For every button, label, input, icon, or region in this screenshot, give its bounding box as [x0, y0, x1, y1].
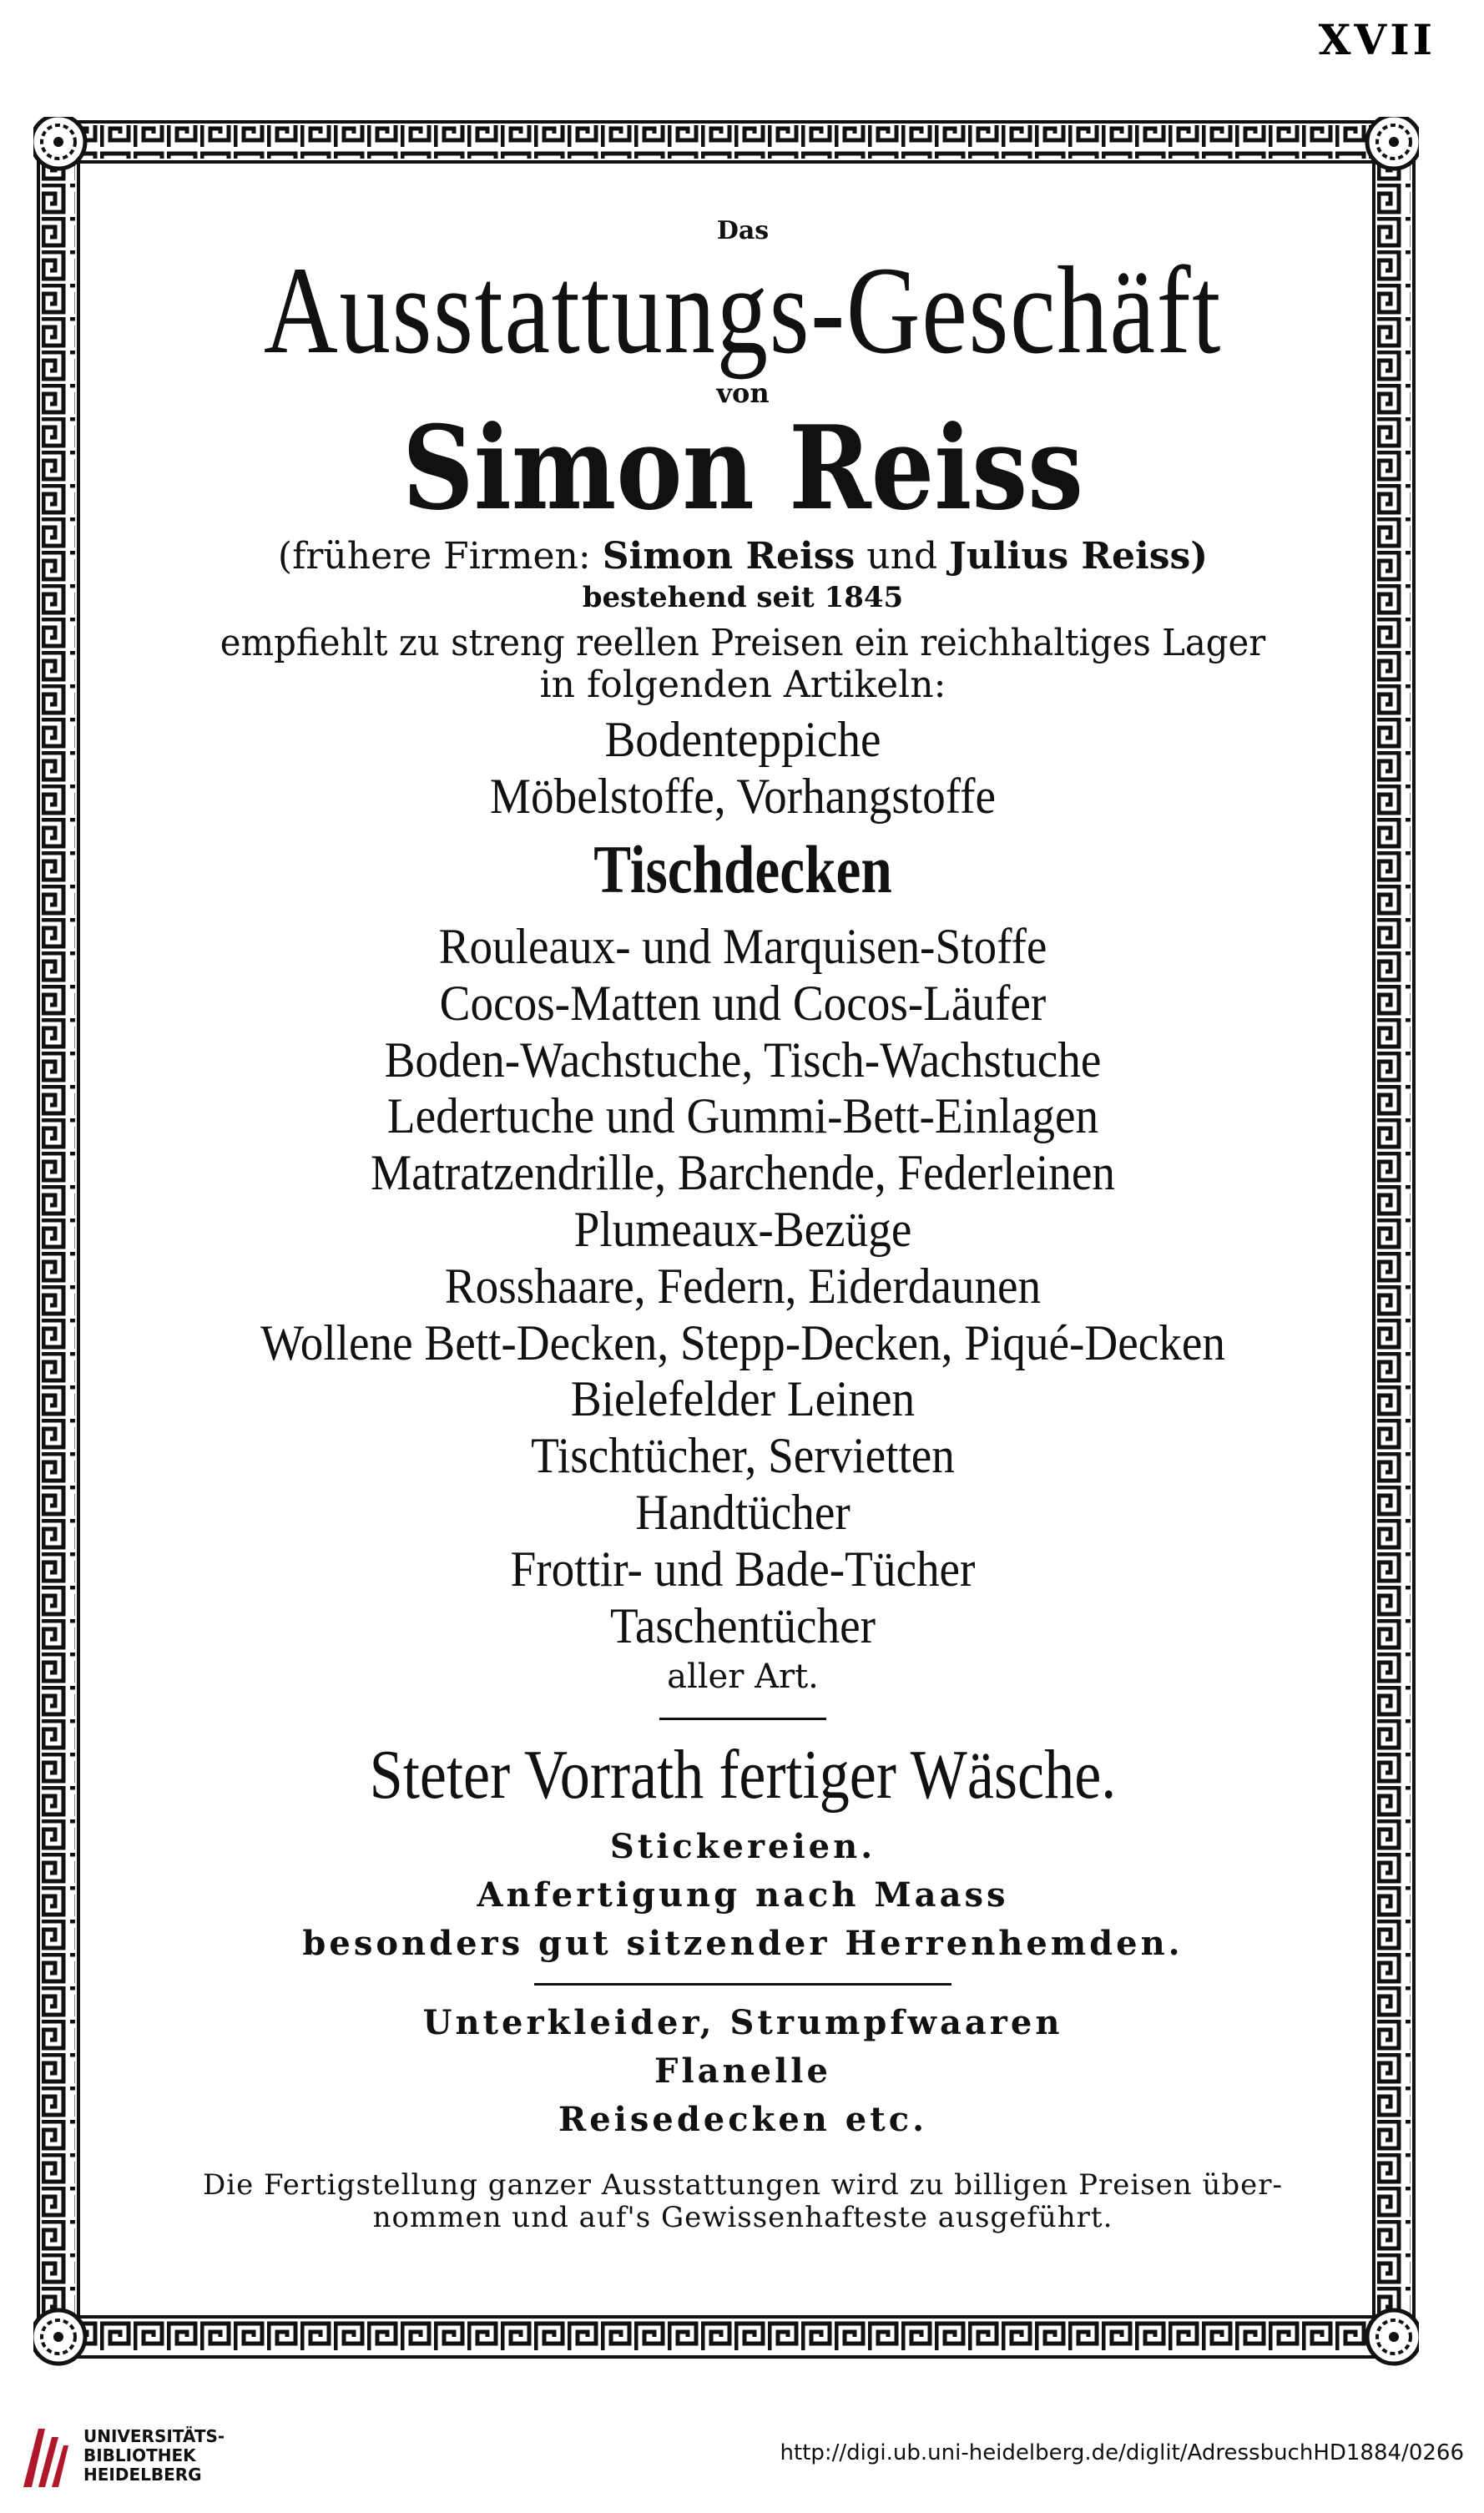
shop-title: Ausstattungs-Geschäft	[263, 240, 1223, 380]
former-firms	[125, 536, 1360, 578]
service-line: Anfertigung nach Maass	[477, 1875, 1009, 1915]
former-prefix: (frühere Firmen:	[277, 535, 591, 578]
corner-rosette-icon	[1367, 117, 1419, 169]
former-und: und	[866, 535, 938, 578]
featured-item: Tischdecken	[593, 830, 892, 907]
ad-von: von	[716, 376, 770, 409]
list-item: Wollene Bett-Decken, Stepp-Decken, Piqué-Decken	[260, 1315, 1225, 1370]
divider	[659, 1718, 826, 1720]
list-item: Ledertuche und Gummi-Bett-Einlagen	[386, 1088, 1099, 1144]
list-item: Frottir- und Bade-Tücher	[510, 1541, 976, 1597]
list-item: Bielefelder Leinen	[570, 1371, 916, 1427]
services-block-1	[125, 1823, 1360, 1968]
service-line: besonders gut sitzender Herrenhemden.	[302, 1923, 1184, 1963]
aller-art: aller Art.	[667, 1658, 819, 1697]
list-item: Matratzendrille, Barchende, Federleinen	[371, 1145, 1115, 1201]
intro-line-2: in folgenden Artikeln:	[539, 664, 946, 707]
corner-rosette-icon	[1367, 2310, 1419, 2364]
former-firm-1: Simon Reiss	[602, 535, 856, 578]
service-line: Stickereien.	[609, 1826, 876, 1866]
library-logo-icon	[15, 2420, 73, 2495]
advertisement	[125, 217, 1360, 2234]
library-footer	[0, 2404, 1484, 2513]
footer-line-2: nommen und auf's Gewissenhafteste ausgeführt.	[372, 2200, 1113, 2234]
list-item: Handtücher	[635, 1485, 851, 1541]
services-block-2	[125, 1999, 1360, 2144]
library-name-line: HEIDELBERG	[83, 2465, 202, 2485]
stock-headline: Steter Vorrath fertiger Wäsche.	[369, 1736, 1117, 1814]
service-line: Reisedecken etc.	[558, 2099, 927, 2139]
page-number: XVII	[1318, 15, 1436, 64]
intro-line-1: empfiehlt zu streng reellen Preisen ein reichhaltiges Lager	[220, 621, 1266, 664]
list-item: Rosshaare, Federn, Eiderdaunen	[444, 1258, 1042, 1314]
library-name-line: BIBLIOTHEK	[83, 2445, 196, 2465]
list-item: Bodenteppiche	[604, 712, 881, 768]
list-item: Boden-Wachstuche, Tisch-Wachstuche	[384, 1032, 1102, 1087]
list-item: Rouleaux- und Marquisen-Stoffe	[438, 919, 1047, 975]
list-item: Tischtücher, Servietten	[531, 1428, 955, 1484]
items-list-b	[125, 919, 1360, 1654]
established-since: bestehend seit 1845	[582, 580, 904, 614]
list-item: Plumeaux-Bezüge	[573, 1202, 912, 1258]
footer-line-1: Die Fertigstellung ganzer Ausstattungen wird zu billigen Preisen über-	[202, 2167, 1284, 2202]
library-name	[83, 2427, 225, 2485]
list-item: Taschentücher	[610, 1597, 876, 1653]
items-list-a	[125, 712, 1360, 825]
owner-name: Simon Reiss	[401, 400, 1083, 537]
footer-note	[125, 2169, 1360, 2234]
corner-rosette-icon	[33, 2310, 85, 2364]
ad-das: Das	[716, 216, 770, 245]
list-item: Cocos-Matten und Cocos-Läufer	[439, 975, 1047, 1031]
former-firm-2: Julius Reiss)	[949, 535, 1209, 578]
service-line: Unterkleider, Strumpfwaaren	[422, 2002, 1063, 2042]
service-line: Flanelle	[654, 2051, 831, 2091]
corner-rosette-icon	[33, 117, 85, 169]
list-item: Möbelstoffe, Vorhangstoffe	[489, 768, 997, 824]
library-name-line: UNIVERSITÄTS-	[83, 2426, 225, 2446]
divider	[534, 1983, 951, 1986]
source-url-link[interactable]: http://digi.ub.uni-heidelberg.de/diglit/AdressbuchHD1884/0266	[780, 2440, 1464, 2465]
